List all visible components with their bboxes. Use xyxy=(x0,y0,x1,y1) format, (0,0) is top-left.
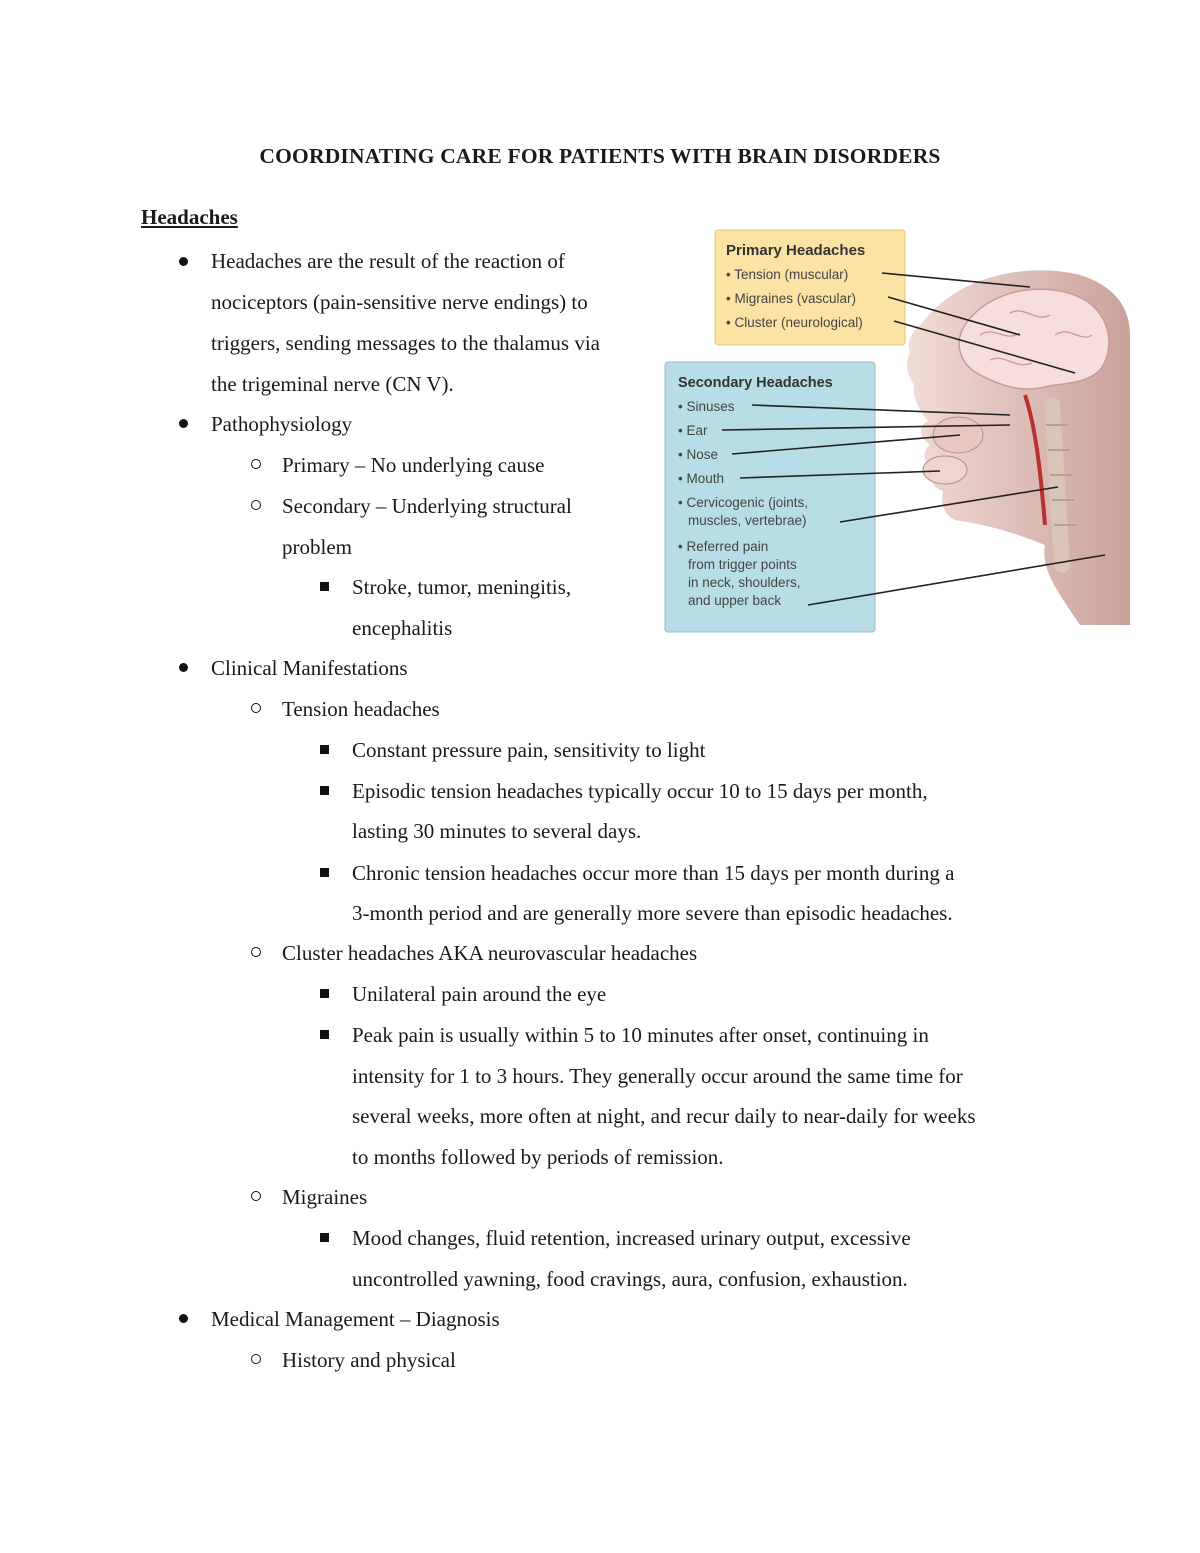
secondary-item: muscles, vertebrae) xyxy=(688,513,807,528)
body-line: problem xyxy=(282,535,352,559)
body-line: Tension headaches xyxy=(282,697,440,721)
body-line: Medical Management – Diagnosis xyxy=(211,1307,500,1331)
secondary-item: • Mouth xyxy=(678,471,724,486)
body-line: intensity for 1 to 3 hours. They generally occur around the same time for xyxy=(352,1064,963,1088)
square-marker xyxy=(320,1233,329,1242)
secondary-item: from trigger points xyxy=(688,557,797,572)
circle-marker xyxy=(251,1354,261,1364)
body-line: the trigeminal nerve (CN V). xyxy=(211,372,454,396)
section-heading: Headaches xyxy=(141,205,238,229)
secondary-item: • Ear xyxy=(678,423,708,438)
cervical-spine xyxy=(1052,405,1062,565)
primary-headaches-title: Primary Headaches xyxy=(726,242,866,259)
circle-marker xyxy=(251,1191,261,1201)
body-line: Mood changes, fluid retention, increased urinary output, excessive xyxy=(352,1226,911,1250)
body-line: Primary – No underlying cause xyxy=(282,453,545,477)
secondary-headaches-title: Secondary Headaches xyxy=(678,375,833,391)
body-line: several weeks, more often at night, and recur daily to near-daily for weeks xyxy=(352,1104,976,1128)
body-line: Migraines xyxy=(282,1185,368,1209)
body-line: 3-month period and are generally more severe than episodic headaches. xyxy=(352,901,953,925)
secondary-item: • Nose xyxy=(678,447,718,462)
body-line: Secondary – Underlying structural xyxy=(282,494,572,518)
body-line: to months followed by periods of remission. xyxy=(352,1145,724,1169)
primary-item: • Migraines (vascular) xyxy=(726,291,857,306)
body-line: Chronic tension headaches occur more than 15 days per month during a xyxy=(352,861,955,885)
secondary-item: in neck, shoulders, xyxy=(688,575,801,590)
circle-marker xyxy=(251,947,261,957)
circle-marker xyxy=(251,703,261,713)
circle-marker xyxy=(251,500,261,510)
body-line: Episodic tension headaches typically occur 10 to 15 days per month, xyxy=(352,779,928,803)
page-title: COORDINATING CARE FOR PATIENTS WITH BRAIN DISORDERS xyxy=(259,144,941,168)
primary-item: • Cluster (neurological) xyxy=(726,315,863,330)
body-line: Pathophysiology xyxy=(211,412,353,436)
bullet-marker xyxy=(179,663,188,672)
body-line: Clinical Manifestations xyxy=(211,656,408,680)
body-line: Cluster headaches AKA neurovascular headaches xyxy=(282,941,698,965)
secondary-item: • Cervicogenic (joints, xyxy=(678,495,809,510)
body-line: Stroke, tumor, meningitis, xyxy=(352,575,572,599)
square-marker xyxy=(320,582,329,591)
secondary-item: • Referred pain xyxy=(678,539,769,554)
primary-item: • Tension (muscular) xyxy=(726,267,849,282)
square-marker xyxy=(320,868,329,877)
bullet-marker xyxy=(179,257,188,266)
headache-anatomy-figure xyxy=(660,225,1130,645)
bullet-marker xyxy=(179,419,188,428)
body-line: triggers, sending messages to the thalamus via xyxy=(211,331,601,355)
secondary-item: • Sinuses xyxy=(678,399,735,414)
body-line: Unilateral pain around the eye xyxy=(352,982,607,1006)
body-line: lasting 30 minutes to several days. xyxy=(352,819,642,843)
body-line: uncontrolled yawning, food cravings, aura, confusion, exhaustion. xyxy=(352,1267,908,1291)
body-line: Constant pressure pain, sensitivity to light xyxy=(352,738,706,762)
body-line: Peak pain is usually within 5 to 10 minutes after onset, continuing in xyxy=(352,1023,929,1047)
bullet-marker xyxy=(179,1314,188,1323)
square-marker xyxy=(320,786,329,795)
body-line: Headaches are the result of the reaction of xyxy=(211,249,565,273)
body-line: nociceptors (pain-sensitive nerve endings) to xyxy=(211,290,588,314)
circle-marker xyxy=(251,459,261,469)
square-marker xyxy=(320,1030,329,1039)
square-marker xyxy=(320,745,329,754)
body-line: encephalitis xyxy=(352,616,453,640)
square-marker xyxy=(320,989,329,998)
secondary-item: and upper back xyxy=(688,593,782,608)
body-line: History and physical xyxy=(282,1348,456,1372)
